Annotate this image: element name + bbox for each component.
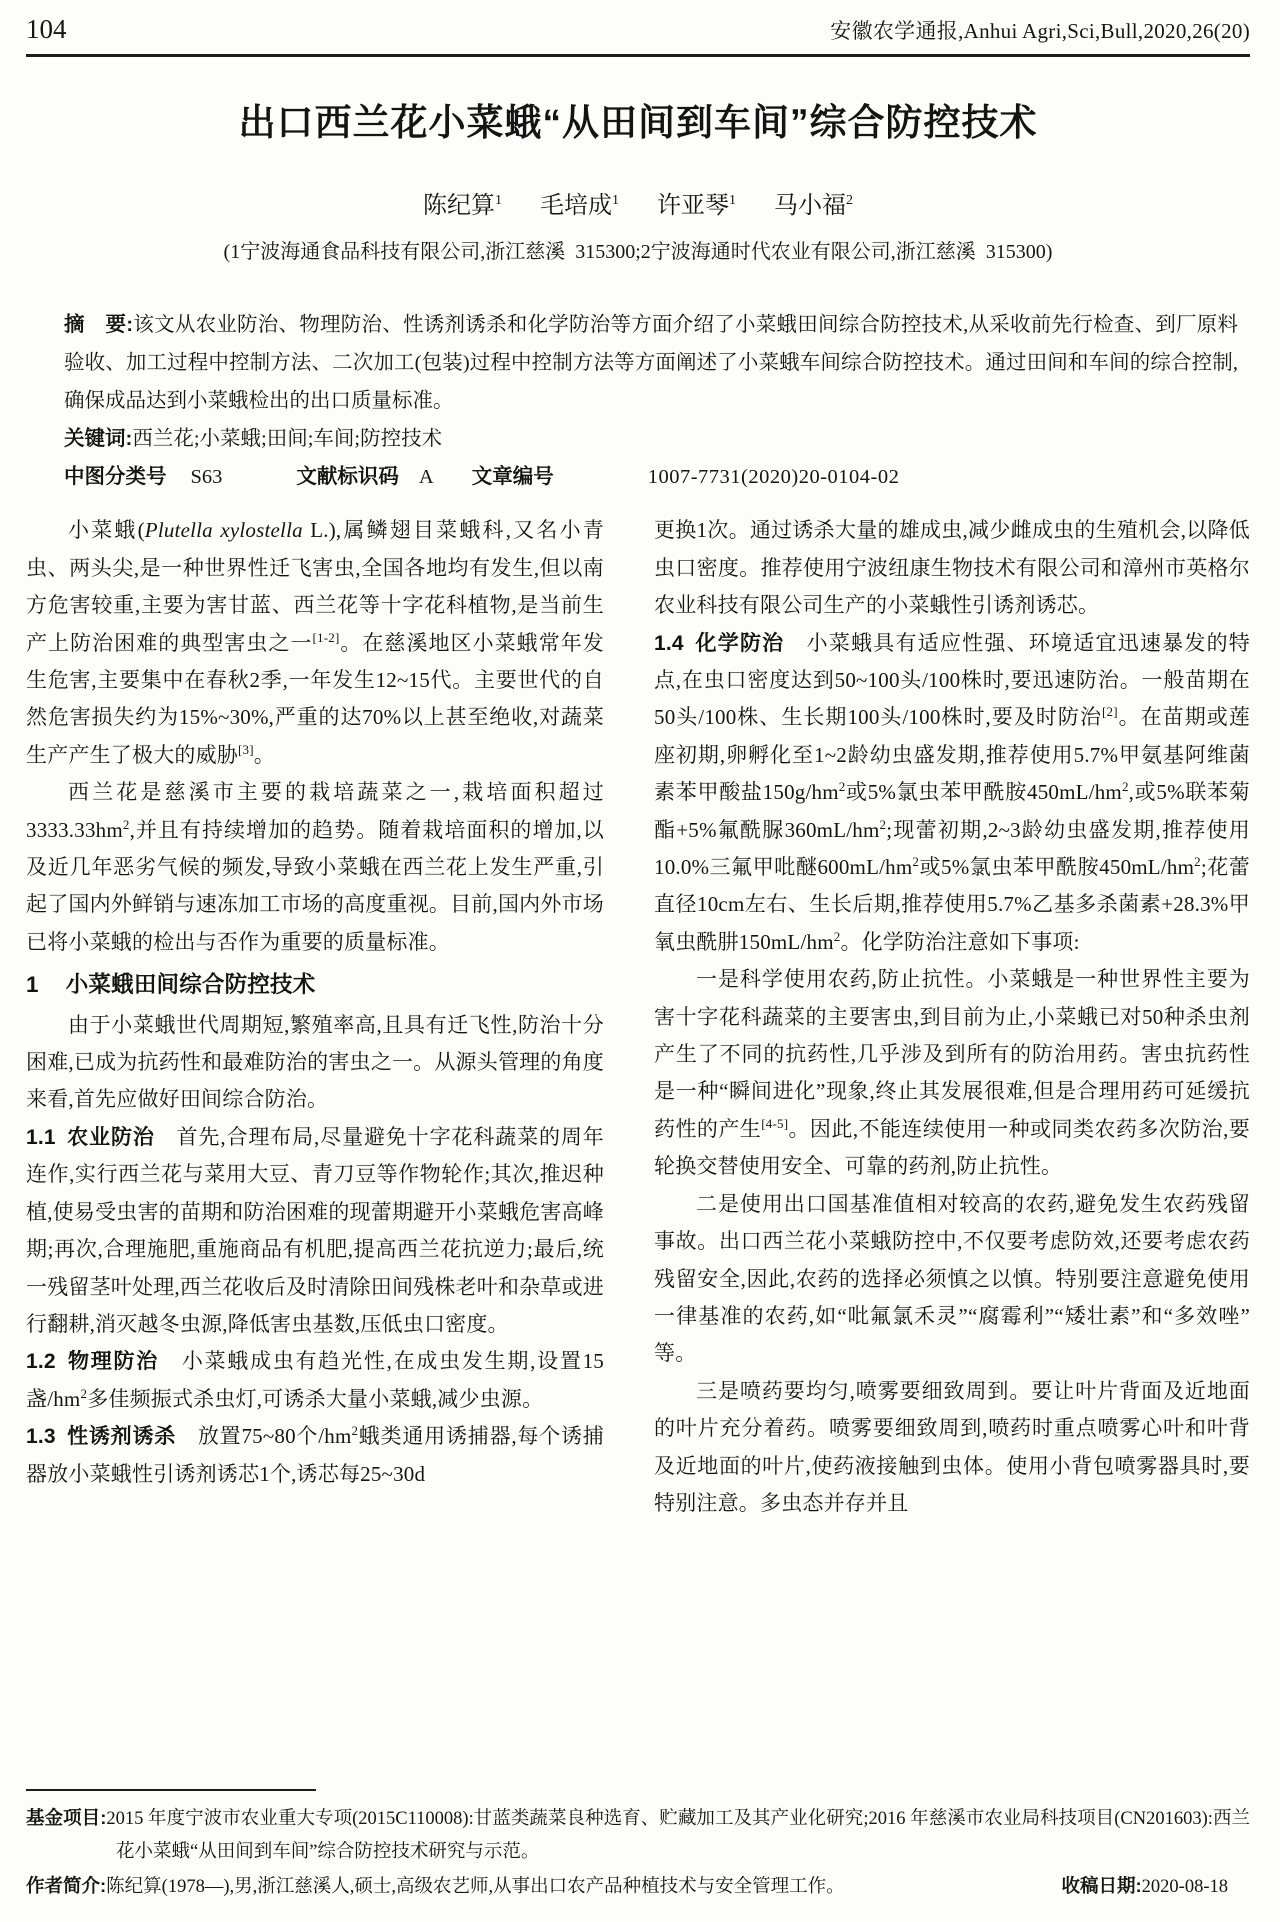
article-id-value: 1007-7731(2020)20-0104-02: [647, 466, 900, 489]
author-list: [26, 185, 1250, 220]
section-heading: [26, 966, 604, 1003]
page-number: 104: [26, 14, 67, 44]
journal-citation: 安徽农学通报,Anhui Agri,Sci,Bull,2020,26(20): [830, 19, 1250, 43]
footnote-block: [26, 1789, 1250, 1904]
body-paragraph-runin: 1.3 性诱剂诱杀 放置75~80个$/hm^2$蛾类通用诱捕器,每个诱捕器放小菜蛾性引诱剂诱芯1个,诱芯每25~30d: [26, 1423, 605, 1486]
body-paragraph-runin: 1.2 物理防治 小菜蛾成虫有趋光性,在成虫发生期,设置15盏$/hm^2$多佳频振式杀虫灯,可诱杀大量小菜蛾,减少虫源。: [26, 1349, 604, 1411]
clc-value: S63: [190, 466, 223, 489]
body-paragraph: 小菜蛾(Plutella xylostella L.),属鳞翅目菜蛾科,又名小青虫、两头尖,是一种世界性迁飞害虫,全国各地均有发生,但以南方危害较重,主要为害甘蓝、西兰花等十字花科植物,是当前生产上防治困难的典型害虫之一[1-2]。在慈溪地区小菜蛾常年发生危害,主要集中在春秋2季,一年发生12~15代。主要世代的自然危害损失约为15%~30%,严重的达70%以上甚至绝收,对蔬菜生产产生了极大的威胁[3]。: [26, 518, 604, 767]
meta-row: [64, 458, 1238, 496]
funding-label: 基金项目:: [26, 1807, 107, 1828]
author-bio-text: 陈纪算(1978—),男,浙江慈溪人,硕士,高级农艺师,从事出口农产品种植技术与安全管理工作。: [106, 1877, 845, 1897]
funding-text: 2015 年度宁波市农业重大专项(2015C110008):甘蓝类蔬菜良种选育、贮藏加工及其产业化研究;2016 年慈溪市农业局科技项目(CN201603):西兰花小菜蛾“从田间到车间”综合防控技术研究与示范。: [106, 1809, 1250, 1862]
author: 许亚琴$^1$: [657, 193, 736, 220]
doc-code-value: A: [418, 466, 434, 489]
body-paragraph: 三是喷药要均匀,喷雾要细致周到。要让叶片背面及近地面的叶片充分着药。喷雾要细致周到,喷药时重点喷雾心叶和叶背及近地面的叶片,使药液接触到虫体。使用小背包喷雾器具时,要特别注意。多虫态并存并且: [654, 1378, 1250, 1515]
front-matter: [64, 306, 1238, 496]
received-date: [1062, 1869, 1229, 1904]
abstract-text: 该文从农业防治、物理防治、性诱剂诱杀和化学防治等方面介绍了小菜蛾田间综合防控技术,从采收前先行检查、到厂原料验收、加工过程中控制方法、二次加工(包装)过程中控制方法等方面阐述了小菜蛾车间综合防控技术。通过田间和车间的综合控制,确保成品达到小菜蛾检出的出口质量标准。: [64, 314, 1239, 413]
author-bio-label: 作者简介:: [26, 1875, 107, 1896]
keywords-text: 西兰花;小菜蛾;田间;车间;防控技术: [132, 428, 443, 451]
section-number: 1: [26, 972, 39, 998]
body-left-column: [26, 512, 604, 1522]
body-right-column: [654, 512, 1250, 1522]
abstract: [64, 306, 1238, 420]
funding-note: [26, 1801, 1250, 1869]
keywords-label: 关键词:: [64, 427, 133, 451]
author: 毛培成$^1$: [540, 193, 619, 220]
section-title: 小菜蛾田间综合防控技术: [65, 972, 316, 998]
author-bio: [26, 1869, 845, 1904]
body-paragraph: 西兰花是慈溪市主要的栽培蔬菜之一,栽培面积超过$3333.33hm^2$,并且有持续增加的趋势。随着栽培面积的增加,以及近几年恶劣气候的频发,导致小菜蛾在西兰花上发生严重,引起了国内外鲜销与速冻加工市场的高度重视。目前,国内外市场已将小菜蛾的检出与否作为重要的质量标准。: [26, 780, 604, 954]
author-affiliation: (1宁波海通食品科技有限公司,浙江慈溪 315300;2宁波海通时代农业有限公司,浙江慈溪 315300): [223, 241, 1053, 264]
header-rule: [26, 54, 1250, 57]
received-date-value: 2020-08-18: [1141, 1877, 1228, 1897]
body-paragraph-runin: 1.1 农业防治 首先,合理布局,尽量避免十字花科蔬菜的周年连作,实行西兰花与菜用大豆、青刀豆等作物轮作;其次,推迟种植,使易受虫害的苗期和防治困难的现蕾期避开小菜蛾危害高峰期;再次,合理施肥,重施商品有机肥,提高西兰花抗逆力;最后,统一残留茎叶处理,西兰花收后及时清除田间残株老叶和杂草或进行翻耕,消灭越冬虫源,降低害虫基数,压低虫口密度。: [26, 1124, 604, 1336]
body-paragraph: 更换1次。通过诱杀大量的雄成虫,减少雌成虫的生殖机会,以降低虫口密度。推荐使用宁波纽康生物技术有限公司和漳州市英格尔农业科技有限公司生产的小菜蛾性引诱剂诱芯。: [654, 518, 1250, 618]
abstract-label: 摘 要:: [64, 313, 134, 337]
article-title: 出口西兰花小菜蛾“从田间到车间”综合防控技术: [238, 102, 1038, 143]
body-paragraph: 由于小菜蛾世代周期短,繁殖率高,且具有迁飞性,防治十分困难,已成为抗药性和最难防治的害虫之一。从源头管理的角度来看,首先应做好田间综合防治。: [26, 1012, 604, 1112]
author: 马小福$^2$: [774, 193, 853, 220]
author-bio-row: [26, 1869, 1250, 1904]
author: 陈纪算$^1$: [423, 193, 502, 220]
author-affil-mark: 1: [495, 193, 502, 209]
received-date-label: 收稿日期:: [1061, 1875, 1142, 1896]
body-paragraph: 二是使用出口国基准值相对较高的农药,避免发生农药残留事故。出口西兰花小菜蛾防控中,不仅要考虑防效,还要考虑农药残留安全,因此,农药的选择必须慎之以慎。特别要注意避免使用一律基准的农药,如“吡氟氯禾灵”“腐霉利”“矮壮素”和“多效唑”等。: [654, 1191, 1250, 1366]
body-paragraph-runin: 1.4 化学防治 小菜蛾具有适应性强、环境适宜迅速暴发的特点,在虫口密度达到50~100头/100株时,要迅速防治。一般苗期在50头/100株、生长期100头/100株时,要及时防治[2]。在苗期或莲座初期,卵孵化至1~2龄幼虫盛发期,推荐使用5.7%甲氨基阿维菌素苯甲酸盐$150g/hm^2$或5%氯虫苯甲酰胺$450mL/hm^2$,或5%联苯菊酯+5%氟酰脲$360mL/hm^2$;现蕾初期,2~3龄幼虫盛发期,推荐使用10.0%三氟甲吡醚$600mL/hm^2$或5%氯虫苯甲酰胺$450mL/hm^2$;花蕾直径10cm左右、生长后期,推荐使用5.7%乙基多杀菌素+28.3%甲氧虫酰肼$150mL/hm^2$。化学防治注意如下事项:: [654, 630, 1251, 954]
clc-label: 中图分类号: [64, 465, 167, 489]
article-body: [26, 512, 1250, 1522]
author-affil-mark: 1: [729, 193, 736, 209]
keywords: [64, 420, 1238, 458]
footnote-rule: [26, 1789, 316, 1791]
body-paragraph: 一是科学使用农药,防止抗性。小菜蛾是一种世界性主要为害十字花科蔬菜的主要害虫,到目前为止,小菜蛾已对50种杀虫剂产生了不同的抗药性,几乎涉及到所有的防治用药。害虫抗药性是一种“瞬间进化”现象,终止其发展很难,但是合理用药可延缓抗药性的产生[4-5]。因此,不能连续使用一种或同类农药多次防治,要轮换交替使用安全、可靠的药剂,防止抗性。: [654, 967, 1250, 1179]
page-header: [26, 14, 1250, 45]
author-affil-mark: 1: [612, 193, 619, 209]
author-affil-mark: 2: [846, 193, 853, 209]
article-id-label: 文章编号: [471, 465, 554, 489]
doc-code-label: 文献标识码: [296, 465, 399, 489]
